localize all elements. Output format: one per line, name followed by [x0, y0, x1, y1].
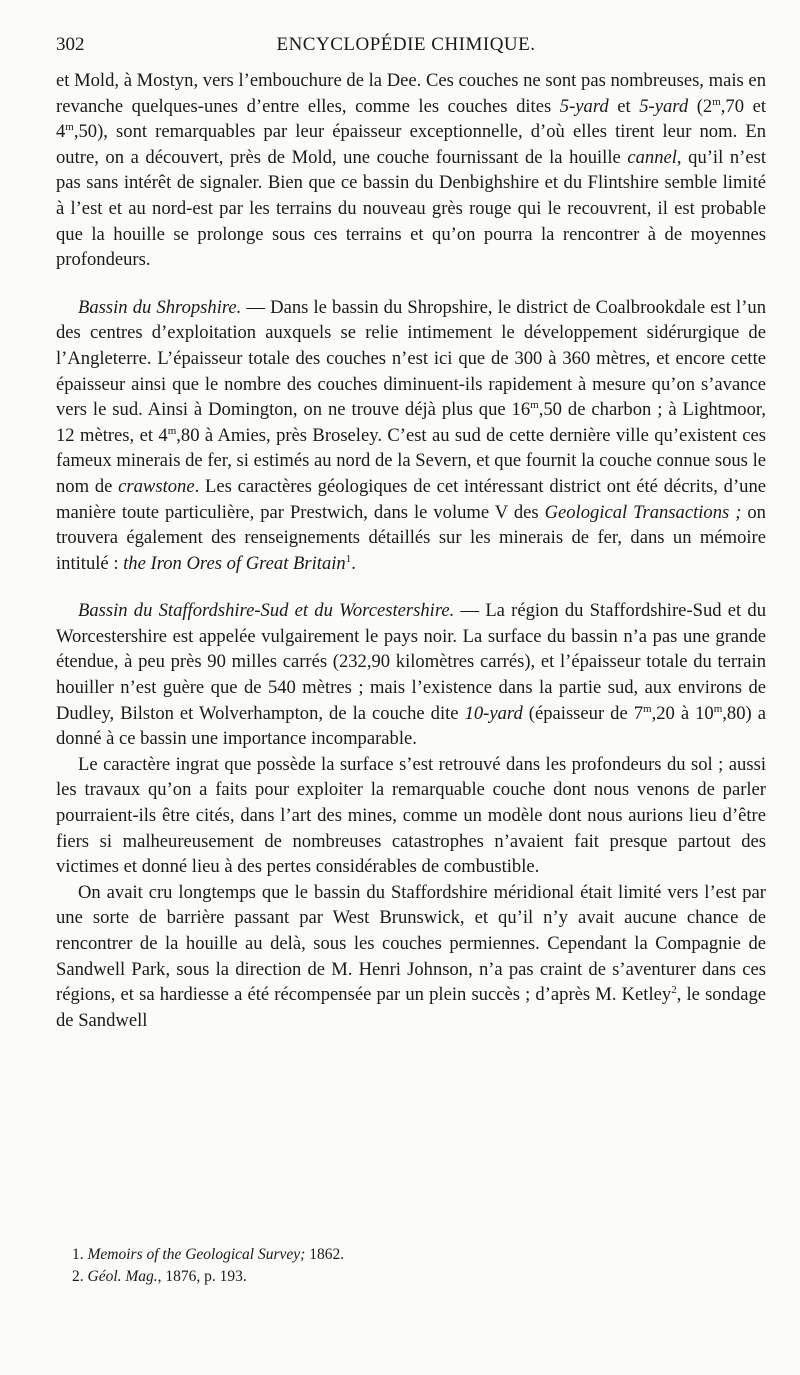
paragraph-mold: et Mold, à Mostyn, vers l’embouchure de la Dee. Ces couches ne sont pas nombreuses, mais en revanche quelques-unes d’entre elles, comme les couches dites 5-yard et 5-yard (2$^m$,70 et 4$^m$,50), sont remarquables par leur épaisseur exceptionnelle, d’où elles tirent leur nom. En outre, on a découvert, près de Mold, une couche fournissant de la houille cannel, qu’il n’est pas sans intérêt de signaler. Bien que ce bassin du Denbighshire et du Flintshire semble limité à l’est et au nord-est par les terrains du nouveau grès rouge qui le recouvrent, il est probable que la houille se prolonge sous ces terrains et qu’on pourra la rencontrer à de moyennes profondeurs. — [56, 70, 766, 271]
paragraph-caractere: Le caractère ingrat que possède la surface s’est retrouvé dans les profondeurs du sol ; aussi les travaux qu’on a faits pour exploiter la remarquable couche dont nous venons de parler pourraient-ils être cités, dans l’art des mines, comme un modèle dont nous aurions lieu d’être fiers si malheureusement de nombreuses catastrophes n’avaient fait presque partout des victimes et donné lieu à des pertes considérables de combustible. — [56, 753, 766, 878]
section-title-shropshire: Bassin du Shropshire. — [78, 296, 242, 318]
footnote-2: 2. Géol. Mag., 1876, p. 193. — [72, 1268, 247, 1285]
running-head — [56, 34, 756, 58]
paragraph-shropshire: Bassin du Shropshire. — Dans le bassin du Shropshire, le district de Coalbrookdale est l’un des centres d’exploitation auxquels se relie intimement le développement sidérurgique de l’Angleterre. L’épaisseur totale des couches n’est ici que de 300 à 360 mètres, et encore cette épaisseur ainsi que le nombre des couches diminuent-ils rapidement à mesure qu’on s’avance vers le sud. Ainsi à Domington, on ne trouve déjà plus que 16$^m$,50 de charbon ; à Lightmoor, 12 mètres, et 4$^m$,80 à Amies, près Broseley. C’est au sud de cette dernière ville qu’existent ces fameux minerais de fer, si estimés au nord de la Severn, et que fournit la couche connue sous le nom de crawstone. Les caractères géologiques de cet intéressant district ont été décrits, d’une manière toute particulière, par Prestwich, dans le volume V des Geological Transactions ; on trouvera également des renseignements détaillés sur les minerais de fer, dans un mémoire intitulé : the Iron Ores of Great Britain$^1$. — [56, 296, 767, 574]
section-title-staffordshire: Bassin du Staffordshire-Sud et du Worcestershire. — [78, 600, 455, 622]
footnote-ref-1: 1 — [345, 552, 352, 565]
body-text — [56, 68, 766, 1033]
footnote-1: 1. Memoirs of the Geological Survey; 1862. — [72, 1246, 345, 1263]
footnotes — [72, 1244, 752, 1288]
page-number: 302 — [56, 34, 85, 55]
paragraph-sandwell: On avait cru longtemps que le bassin du Staffordshire méridional était limité vers l’est par une sorte de barrière passant par West Brunswick, et qu’il n’y avait aucune chance de rencontrer de la houille au delà, sous les couches permiennes. Cependant la Compagnie de Sandwell Park, sous la direction de M. Henri Johnson, n’a pas craint de s’aventurer dans ces régions, et sa hardiesse a été récompensée par un plein succès ; d’après M. Ketley$^2$, le sondage de Sandwell — [56, 881, 766, 1031]
running-title: ENCYCLOPÉDIE CHIMIQUE. — [276, 34, 536, 55]
footnote-ref-2: 2 — [671, 984, 677, 997]
paragraph-staffordshire: Bassin du Staffordshire-Sud et du Worcestershire. — La région du Staffordshire-Sud et du Worcestershire est appelée vulgairement le pays noir. La surface du bassin n’a pas une grande étendue, à peu près 90 milles carrés (232,90 kilomètres carrés), et l’épaisseur totale du terrain houiller n’est guère que de 540 mètres ; mais l’existence dans la partie sud, aux environs de Dudley, Bilston et Wolverhampton, de la couche dite 10-yard (épaisseur de 7$^m$,20 à 10$^m$,80) a donné à ce bassin une importance incomparable. — [56, 600, 766, 750]
